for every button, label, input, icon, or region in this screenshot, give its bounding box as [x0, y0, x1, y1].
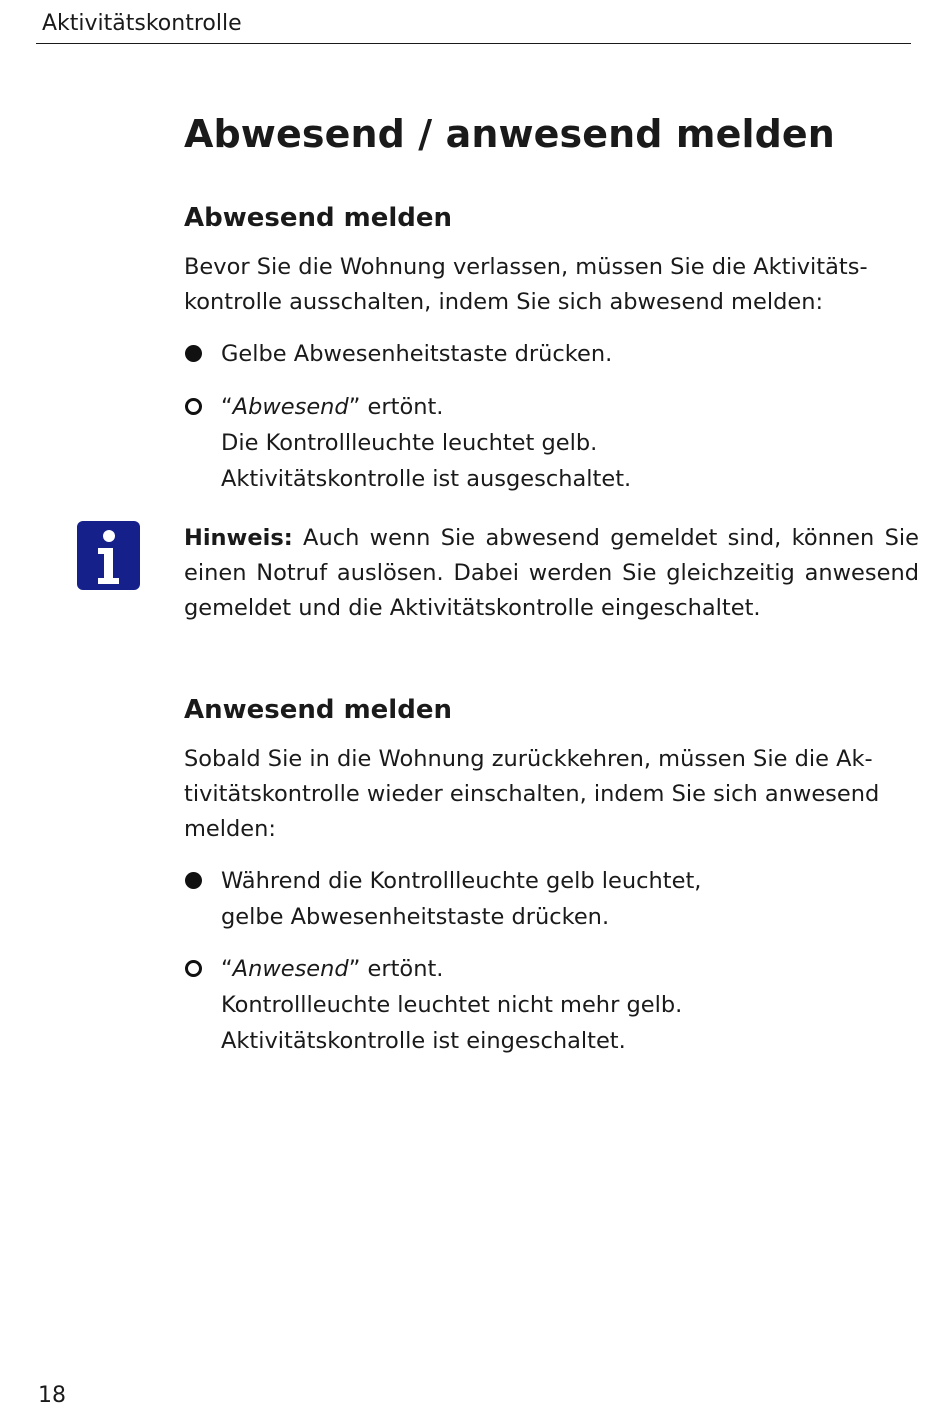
hint-label: Hinweis: — [184, 525, 293, 551]
header-divider — [36, 43, 911, 44]
present-result-line: Kontrollleuchte leuchtet nicht mehr gelb. — [221, 992, 683, 1018]
present-intro-line: Sobald Sie in die Wohnung zurückkehren, müssen Sie die Ak- — [184, 746, 873, 772]
away-action-text: Gelbe Abwesenheitstaste drücken. — [221, 341, 613, 367]
result-bullet-icon — [185, 960, 202, 977]
away-intro-line: kontrolle ausschalten, indem Sie sich abwesend melden: — [184, 289, 824, 315]
announcement-word: Anwesend — [232, 956, 349, 982]
present-action-step — [184, 863, 919, 935]
away-result-announcement — [221, 389, 919, 425]
quote-close: ” — [348, 956, 361, 982]
main-content — [184, 108, 919, 1059]
away-action-step — [184, 336, 919, 372]
away-result-line: Die Kontrollleuchte leuchtet gelb. — [221, 430, 598, 456]
present-action-line: gelbe Abwesenheitstaste drücken. — [221, 904, 610, 930]
info-icon — [77, 521, 140, 590]
present-intro-line: melden: — [184, 816, 276, 842]
hint-paragraph — [184, 521, 919, 626]
page-title: Abwesend / anwesend melden — [184, 112, 835, 156]
page-number: 18 — [38, 1383, 66, 1408]
section-heading-present: Anwesend melden — [184, 695, 452, 725]
announcement-rest: ertönt. — [360, 394, 444, 420]
present-action-line: Während die Kontrollleuchte gelb leuchtet, — [221, 868, 702, 894]
quote-open: “ — [221, 394, 233, 420]
away-intro-line: Bevor Sie die Wohnung verlassen, müssen Sie die Aktivitäts- — [184, 254, 868, 280]
away-result-step — [184, 389, 919, 497]
away-intro — [184, 250, 919, 320]
running-header: Aktivitätskontrolle — [42, 11, 242, 36]
present-result-step — [184, 951, 919, 1059]
quote-close: ” — [348, 394, 361, 420]
result-bullet-icon — [185, 398, 202, 415]
present-result-announcement — [221, 951, 919, 987]
action-bullet-icon — [185, 872, 202, 889]
quote-open: “ — [221, 956, 233, 982]
section-heading-away: Abwesend melden — [184, 203, 453, 233]
present-intro-line: tivitätskontrolle wieder einschalten, indem Sie sich anwesend — [184, 781, 880, 807]
present-intro — [184, 742, 919, 847]
announcement-rest: ertönt. — [360, 956, 444, 982]
action-bullet-icon — [185, 345, 202, 362]
away-result-line: Aktivitätskontrolle ist ausgeschaltet. — [221, 466, 632, 492]
hint-text: Auch wenn Sie abwesend gemeldet sind, können Sie einen Notruf auslösen. Dabei werden Sie gleichzeitig anwesend gemeldet und die Aktivitätskontrolle eingeschaltet. — [184, 525, 919, 621]
present-result-line: Aktivitätskontrolle ist eingeschaltet. — [221, 1028, 626, 1054]
announcement-word: Abwesend — [232, 394, 349, 420]
